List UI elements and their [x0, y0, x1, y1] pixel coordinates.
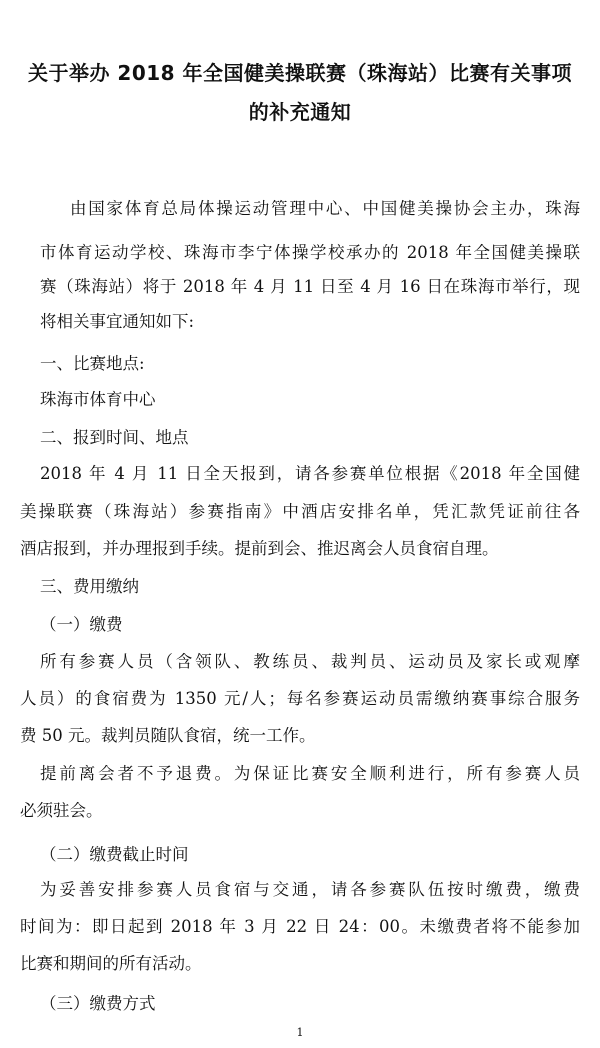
paragraph-line: 市体育运动学校、珠海市李宁体操学校承办的 2018 年全国健美操联	[40, 243, 580, 262]
paragraph-line: 将相关事宜通知如下:	[40, 312, 195, 331]
paragraph-line: 比赛和期间的所有活动。	[20, 954, 202, 973]
paragraph-line: 时间为：即日起到 2018 年 3 月 22 日 24：00。未缴费者将不能参加	[20, 917, 580, 936]
paragraph-line: 必须驻会。	[20, 801, 103, 820]
paragraph-line: 美操联赛（珠海站）参赛指南》中酒店安排名单，凭汇款凭证前往各	[20, 502, 580, 521]
page-number: 1	[296, 1026, 304, 1039]
subsection-heading: （二）缴费截止时间	[40, 845, 189, 864]
document-title-line-2: 的补充通知	[248, 100, 352, 124]
section-heading: 三、费用缴纳	[40, 577, 139, 596]
section-heading: 二、报到时间、地点	[40, 428, 189, 447]
paragraph-line: 费 50 元。裁判员随队食宿，统一工作。	[20, 726, 316, 745]
paragraph-line: 珠海市体育中心	[40, 390, 156, 409]
paragraph-line: 酒店报到，并办理报到手续。提前到会、推迟离会人员食宿自理。	[20, 539, 499, 558]
subsection-heading: （三）缴费方式	[40, 994, 156, 1013]
paragraph-line: 所有参赛人员（含领队、教练员、裁判员、运动员及家长或观摩	[40, 652, 580, 671]
paragraph-line: 人员）的食宿费为 1350 元/人；每名参赛运动员需缴纳赛事综合服务	[20, 689, 580, 708]
paragraph-line: 提前离会者不予退费。为保证比赛安全顺利进行，所有参赛人员	[40, 764, 580, 783]
section-heading: 一、比赛地点:	[40, 354, 145, 373]
paragraph-line: 为妥善安排参赛人员食宿与交通，请各参赛队伍按时缴费，缴费	[40, 880, 580, 899]
paragraph-line: 赛（珠海站）将于 2018 年 4 月 11 日至 4 月 16 日在珠海市举行，现	[40, 277, 580, 296]
paragraph-line: 2018 年 4 月 11 日全天报到，请各参赛单位根据《2018 年全国健	[40, 464, 580, 483]
subsection-heading: （一）缴费	[40, 615, 123, 634]
document-title-line-1: 关于举办 2018 年全国健美操联赛（珠海站）比赛有关事项	[27, 61, 573, 85]
paragraph-line: 由国家体育总局体操运动管理中心、中国健美操协会主办，珠海	[70, 199, 580, 218]
